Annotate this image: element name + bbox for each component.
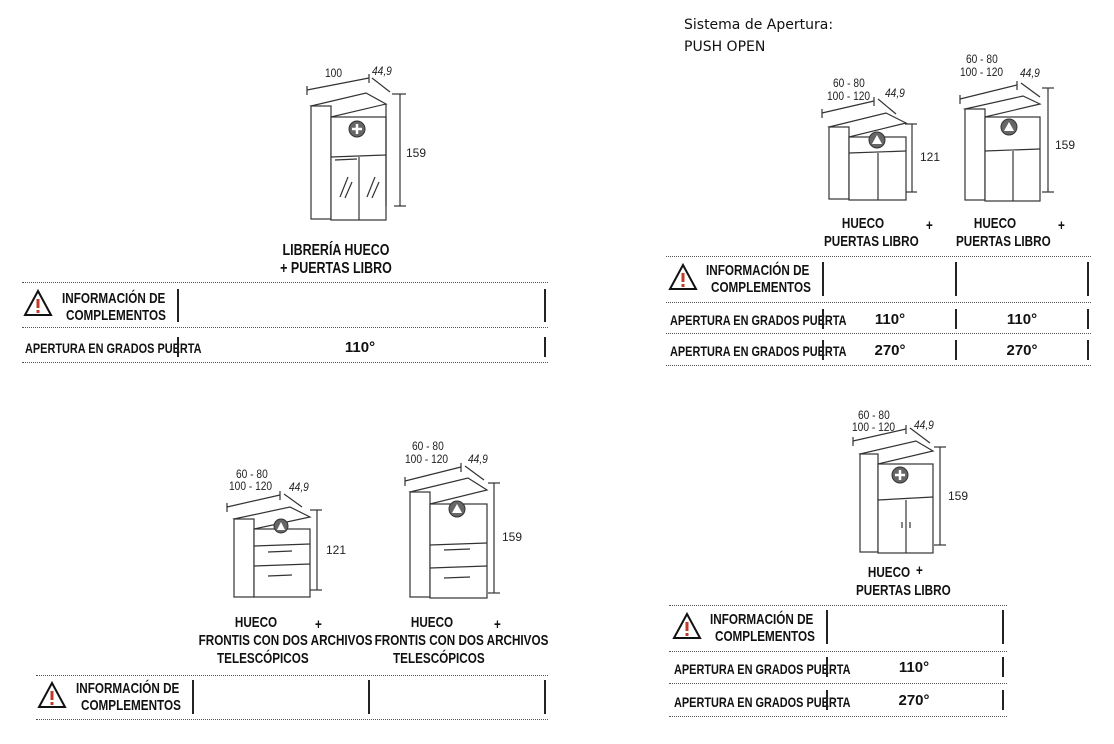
apertura-label: APERTURA EN GRADOS PUERTA [25,340,202,356]
dim-width-range-b: 100 - 120 [827,89,871,103]
dim-width-range-b: 100 - 120 [229,479,273,493]
product-title-line1: LIBRERÍA HUECO [282,242,390,259]
apertura-label: APERTURA EN GRADOS PUERTA [674,694,851,710]
plus-sign: + [494,616,501,633]
apertura-value: 110° [874,311,906,328]
product-title-line2: PUERTAS LIBRO [856,582,951,599]
product-title-line1: HUECO [410,614,454,631]
dim-height: 121 [326,543,347,557]
dim-depth: 44,9 [468,452,488,466]
push-open-icon [274,519,288,533]
product-title-line2: FRONTIS CON DOS ARCHIVOS [374,632,549,649]
product-title-line3: TELESCÓPICOS [393,650,485,667]
product-title-line1: HUECO [867,564,911,581]
info-label-line1: INFORMACIÓN DE [710,611,814,628]
product-title-line1: HUECO [234,614,278,631]
info-label-line2: COMPLEMENTOS [81,697,181,714]
dim-height: 159 [948,489,969,503]
dim-width-range-a: 60 - 80 [966,52,998,66]
product-title-line2: PUERTAS LIBRO [956,233,1051,250]
product-title-line1: HUECO [841,215,885,232]
dim-height: 159 [502,530,523,544]
dim-height: 159 [1055,138,1076,152]
dim-depth: 44,9 [289,480,309,494]
dim-width-range-b: 100 - 120 [960,65,1004,79]
dim-depth: 44,9 [885,86,905,100]
plus-sign: + [926,217,933,234]
warning-triangle-icon [673,612,703,642]
warning-triangle-icon [669,263,699,293]
plus-sign: + [315,616,322,633]
apertura-label: APERTURA EN GRADOS PUERTA [670,343,847,359]
push-open-icon [1001,119,1017,135]
dim-width-range-a: 60 - 80 [236,467,268,481]
plus-sign: + [1058,217,1065,234]
apertura-label: APERTURA EN GRADOS PUERTA [670,312,847,328]
dim-depth: 44,9 [372,64,392,78]
dim-height: 159 [406,146,427,160]
system-value: PUSH OPEN [684,39,766,55]
dim-width-range-a: 60 - 80 [412,439,444,453]
apertura-value: 270° [874,342,906,359]
info-label-line2: COMPLEMENTOS [711,279,811,296]
apertura-label: APERTURA EN GRADOS PUERTA [674,661,851,677]
dim-width-range-b: 100 - 120 [852,420,896,434]
apertura-value: 110° [1006,311,1038,328]
dim-depth: 44,9 [914,418,934,432]
product-title-line3: TELESCÓPICOS [217,650,309,667]
apertura-value: 110° [898,659,930,676]
push-open-icon [449,501,465,517]
push-open-icon [869,132,885,148]
product-title-line1: HUECO [973,215,1017,232]
warning-triangle-icon [24,289,54,319]
info-label-line2: COMPLEMENTOS [66,307,166,324]
apertura-value: 270° [1006,342,1038,359]
apertura-value: 110° [344,339,376,356]
apertura-value: 270° [898,692,930,709]
dim-width-range-a: 60 - 80 [833,76,865,90]
info-label-line1: INFORMACIÓN DE [706,262,810,279]
info-label-line1: INFORMACIÓN DE [76,680,180,697]
product-title-line2: + PUERTAS LIBRO [280,260,392,277]
info-label-line1: INFORMACIÓN DE [62,290,166,307]
plus-circle-icon [349,121,365,137]
plus-sign: + [916,562,923,579]
dim-depth: 44,9 [1020,66,1040,80]
product-title-line2: PUERTAS LIBRO [824,233,919,250]
plus-circle-icon [892,467,908,483]
system-label: Sistema de Apertura: [684,17,834,33]
warning-triangle-icon [38,681,68,711]
dim-width-range-b: 100 - 120 [405,452,449,466]
dim-width-range-a: 60 - 80 [858,408,890,422]
product-title-line2: FRONTIS CON DOS ARCHIVOS [198,632,373,649]
dim-height: 121 [920,150,941,164]
info-label-line2: COMPLEMENTOS [715,628,815,645]
dim-width: 100 [325,66,343,80]
